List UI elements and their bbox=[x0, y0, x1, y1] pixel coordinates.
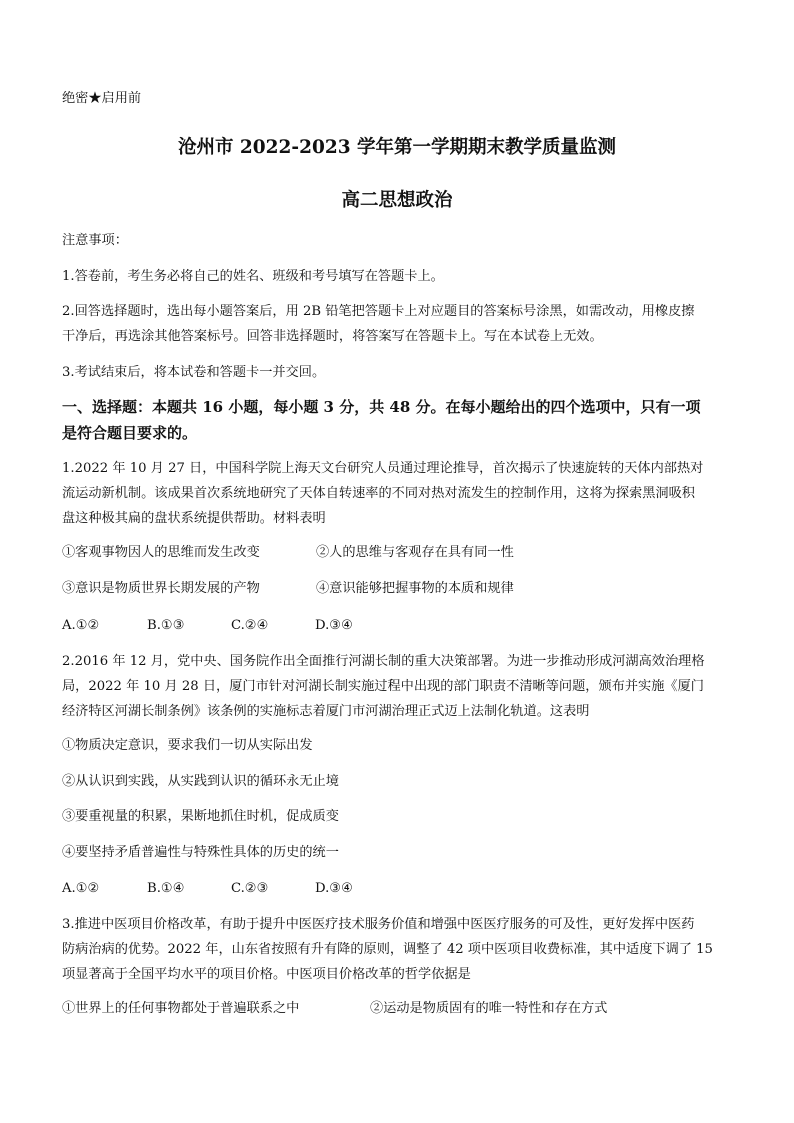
q2-item: ④要坚持矛盾普遍性与特殊性具体的历史的统一 bbox=[62, 845, 339, 860]
q1-item: ③意识是物质世界长期发展的产物 bbox=[62, 581, 260, 596]
section-heading: 一、选择题：本题共 16 小题，每小题 3 分，共 48 分。在每小题给出的四个选项中，只有一项 bbox=[62, 398, 701, 416]
q1-choice-a: A.①② bbox=[62, 618, 100, 633]
q1-choice-c: C.②④ bbox=[231, 618, 269, 633]
q1-item: ②人的思维与客观存在具有同一性 bbox=[316, 545, 514, 560]
q3-item: ②运动是物质固有的唯一特性和存在方式 bbox=[370, 1001, 608, 1016]
q2-stem-line: 经济特区河湖长制条例》该条例的实施标志着厦门市河湖治理正式迈上法制化轨道。这表明 bbox=[62, 704, 590, 719]
q3-stem-line: 3.推进中医项目价格改革，有助于提升中医医疗技术服务价值和增强中医医疗服务的可及性，更好发挥中医药 bbox=[62, 917, 695, 932]
q2-choice-c: C.②③ bbox=[231, 881, 269, 896]
subject-title: 高二思想政治 bbox=[341, 190, 453, 211]
q2-item: ①物质决定意识，要求我们一切从实际出发 bbox=[62, 738, 313, 753]
notice-item: 1.答卷前，考生务必将自己的姓名、班级和考号填写在答题卡上。 bbox=[62, 269, 444, 284]
q2-item: ③要重视量的积累，果断地抓住时机，促成质变 bbox=[62, 809, 339, 824]
q3-item: ①世界上的任何事物都处于普遍联系之中 bbox=[62, 1001, 300, 1016]
q1-item: ①客观事物因人的思维而发生改变 bbox=[62, 545, 260, 560]
notice-item: 干净后，再选涂其他答案标号。回答非选择题时，将答案写在答题卡上。写在本试卷上无效。 bbox=[62, 329, 603, 344]
secret-label: 绝密★启用前 bbox=[62, 91, 142, 106]
notice-heading: 注意事项： bbox=[62, 233, 128, 248]
q1-choice-d: D.③④ bbox=[315, 618, 353, 633]
notice-item: 3.考试结束后，将本试卷和答题卡一并交回。 bbox=[62, 365, 326, 380]
q1-stem-line: 1.2022 年 10 月 27 日，中国科学院上海天文台研究人员通过理论推导，首次揭示了快速旋转的天体内部热对 bbox=[62, 461, 704, 476]
q2-choice-b: B.①④ bbox=[147, 881, 185, 896]
q3-stem-line: 项显著高于全国平均水平的项目价格。中医项目价格改革的哲学依据是 bbox=[62, 967, 471, 982]
q2-choice-a: A.①② bbox=[62, 881, 100, 896]
exam-title: 沧州市 2022-2023 学年第一学期期末教学质量监测 bbox=[177, 137, 617, 158]
q1-choice-b: B.①③ bbox=[147, 618, 185, 633]
q1-item: ④意识能够把握事物的本质和规律 bbox=[316, 581, 514, 596]
q1-stem-line: 盘这种极其扁的盘状系统提供帮助。材料表明 bbox=[62, 511, 326, 526]
q2-stem-line: 局，2022 年 10 月 28 日，厦门市针对河湖长制实施过程中出现的部门职责不清晰等问题，颁布并实施《厦门 bbox=[62, 679, 704, 694]
q1-stem-line: 流运动新机制。该成果首次系统地研究了天体自转速率的不同对热对流发生的控制作用，这将为探索黑洞吸积 bbox=[62, 486, 695, 501]
q2-item: ②从认识到实践，从实践到认识的循环永无止境 bbox=[62, 774, 339, 789]
q2-choice-d: D.③④ bbox=[315, 881, 353, 896]
q2-stem-line: 2.2016 年 12 月，党中央、国务院作出全面推行河湖长制的重大决策部署。为进一步推动形成河湖高效治理格 bbox=[62, 654, 705, 669]
notice-item: 2.回答选择题时，选出每小题答案后，用 2B 铅笔把答题卡上对应题目的答案标号涂黑，如需改动，用橡皮擦 bbox=[62, 304, 695, 319]
section-heading: 是符合题目要求的。 bbox=[62, 424, 198, 442]
q3-stem-line: 防病治病的优势。2022 年，山东省按照有升有降的原则，调整了 42 项中医项目收费标准，其中适度下调了 15 bbox=[62, 942, 713, 957]
